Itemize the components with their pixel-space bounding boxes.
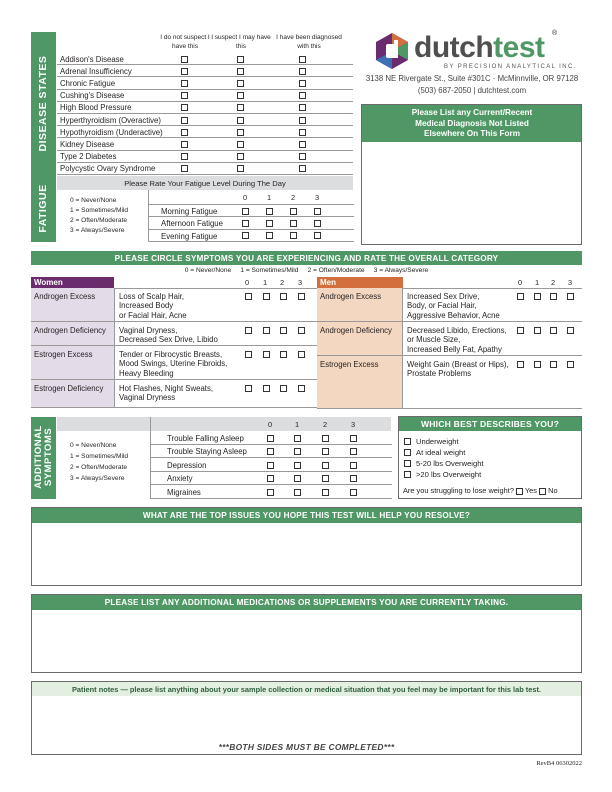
- additional-table: [150, 417, 392, 499]
- additional-item: Depression: [167, 460, 207, 470]
- additional-rating-label: 3: [351, 420, 356, 429]
- disease-checkbox[interactable]: [181, 92, 188, 99]
- fatigue-checkbox[interactable]: [290, 220, 297, 227]
- additional-checkbox[interactable]: [294, 448, 301, 455]
- additional-row: [151, 472, 392, 486]
- women-rating-checkbox[interactable]: [263, 351, 270, 358]
- disease-checkbox[interactable]: [299, 153, 306, 160]
- disease-checkbox[interactable]: [237, 165, 244, 172]
- men-rating-label: 2: [551, 278, 556, 287]
- additional-checkbox[interactable]: [267, 448, 274, 455]
- disease-name: Kidney Disease: [60, 139, 115, 149]
- fatigue-checkbox[interactable]: [242, 232, 249, 239]
- additional-item: Anxiety: [167, 474, 193, 484]
- women-symptom-row: [31, 288, 317, 322]
- notes-box[interactable]: [31, 681, 582, 755]
- weight-checkbox[interactable]: [404, 460, 411, 467]
- men-rating-checkbox[interactable]: [567, 293, 574, 300]
- fatigue-checkbox[interactable]: [242, 220, 249, 227]
- women-rating-checkbox[interactable]: [298, 293, 305, 300]
- fatigue-checkbox[interactable]: [314, 220, 321, 227]
- disease-checkbox[interactable]: [237, 141, 244, 148]
- additional-checkbox[interactable]: [350, 489, 357, 496]
- disease-name: Chronic Fatigue: [60, 78, 116, 88]
- weight-option: [404, 447, 574, 458]
- disease-column-header: I suspect I may have this: [211, 34, 271, 50]
- disease-checkbox[interactable]: [181, 80, 188, 87]
- disease-checkbox[interactable]: [299, 165, 306, 172]
- disease-row: [57, 138, 353, 150]
- men-symptom-row: [317, 322, 582, 356]
- men-rating-checkbox[interactable]: [567, 361, 574, 368]
- disease-states-label: DISEASE STATES: [37, 55, 49, 152]
- fatigue-checkbox[interactable]: [266, 232, 273, 239]
- women-rating-checkbox[interactable]: [280, 351, 287, 358]
- women-header: Women: [31, 277, 114, 288]
- weight-option-label: 5-20 lbs Overweight: [416, 459, 484, 468]
- weight-question: Are you struggling to lose weight?: [403, 486, 514, 495]
- disease-row: [57, 90, 353, 102]
- disease-checkbox[interactable]: [237, 117, 244, 124]
- diagnosis-box[interactable]: [361, 104, 582, 245]
- revision: RevB4 06302022: [536, 760, 582, 767]
- additional-row: [151, 445, 392, 459]
- disease-checkbox[interactable]: [299, 129, 306, 136]
- issues-box[interactable]: [31, 507, 582, 586]
- disease-checkbox[interactable]: [181, 56, 188, 63]
- disease-column-header: I do not suspect I have this: [160, 34, 210, 50]
- disease-checkbox[interactable]: [181, 141, 188, 148]
- additional-item: Trouble Falling Asleep: [167, 433, 244, 443]
- men-rating-checkbox[interactable]: [534, 293, 541, 300]
- logo-tagline: BY PRECISION ANALYTICAL INC.: [444, 64, 577, 70]
- disease-name: Cushing's Disease: [60, 91, 125, 101]
- additional-checkbox[interactable]: [294, 475, 301, 482]
- women-symptoms-text[interactable]: Tender or Fibrocystic Breasts, Mood Swings, Uterine Fibroids, Heavy Bleeding: [119, 350, 228, 378]
- yes-checkbox[interactable]: [516, 488, 523, 495]
- additional-checkbox[interactable]: [294, 435, 301, 442]
- weight-option-label: Underweight: [416, 437, 459, 446]
- additional-item: Trouble Staying Asleep: [167, 447, 247, 457]
- women-rating-checkbox[interactable]: [245, 293, 252, 300]
- fatigue-label: FATIGUE: [37, 184, 49, 233]
- disease-checkbox[interactable]: [181, 153, 188, 160]
- disease-row: [57, 114, 353, 126]
- additional-rating-label: 2: [323, 420, 328, 429]
- fatigue-rating-label: 0: [243, 193, 248, 202]
- men-symptoms-text[interactable]: Decreased Libido, Erections, or Muscle Size, Increased Belly Fat, Apathy: [407, 326, 507, 354]
- weight-option: [404, 469, 574, 480]
- men-symptoms-text[interactable]: Increased Sex Drive, Body, or Facial Hair, Aggressive Behavior, Acne: [407, 292, 500, 320]
- additional-row: [151, 458, 392, 472]
- weight-box: [398, 416, 582, 499]
- disease-name: Adrenal Insufficiency: [60, 66, 132, 76]
- fatigue-rating-label: 1: [267, 193, 272, 202]
- men-rating-label: 1: [535, 278, 540, 287]
- symptoms-scale: 0 = Never/None 1 = Sometimes/Mild 2 = Often/Moderate 3 = Always/Severe: [184, 267, 429, 274]
- fatigue-rating-label: 3: [315, 193, 320, 202]
- disease-row: [57, 102, 353, 114]
- women-rating-label: 1: [263, 278, 268, 287]
- fatigue-checkbox[interactable]: [266, 220, 273, 227]
- fatigue-checkbox[interactable]: [314, 208, 321, 215]
- additional-checkbox[interactable]: [267, 462, 274, 469]
- weight-option: [404, 436, 574, 447]
- dutch-logo-icon: [374, 32, 410, 70]
- additional-checkbox[interactable]: [350, 448, 357, 455]
- fatigue-checkbox[interactable]: [314, 232, 321, 239]
- additional-checkbox[interactable]: [267, 435, 274, 442]
- women-rating-checkbox[interactable]: [263, 385, 270, 392]
- women-rating-checkbox[interactable]: [298, 385, 305, 392]
- women-rating-checkbox[interactable]: [245, 385, 252, 392]
- disease-name: Polycystic Ovary Syndrome: [60, 164, 156, 174]
- logo-text-test: test: [493, 31, 545, 64]
- women-rating-label: 0: [245, 278, 250, 287]
- additional-checkbox[interactable]: [350, 435, 357, 442]
- medications-title: PLEASE LIST ANY ADDITIONAL MEDICATIONS OR SUPPLEMENTS YOU ARE CURRENTLY TAKING.: [104, 598, 509, 607]
- disease-checkbox[interactable]: [299, 56, 306, 63]
- disease-checkbox[interactable]: [237, 68, 244, 75]
- men-symptom-row: [317, 288, 582, 322]
- men-section: [317, 277, 582, 409]
- women-rating-checkbox[interactable]: [263, 327, 270, 334]
- disease-checkbox[interactable]: [299, 68, 306, 75]
- weight-title: WHICH BEST DESCRIBES YOU?: [420, 419, 560, 429]
- disease-row: [57, 53, 353, 65]
- weight-checkbox[interactable]: [404, 449, 411, 456]
- women-category: Estrogen Excess: [34, 350, 93, 359]
- men-symptom-row: [317, 356, 582, 409]
- disease-name: High Blood Pressure: [60, 103, 132, 113]
- fatigue-row: [149, 205, 354, 217]
- weight-option-label: At ideal weight: [416, 448, 466, 457]
- women-category: Androgen Deficiency: [34, 326, 106, 335]
- disease-column-header: I have been diagnosed with this: [276, 34, 342, 50]
- logo: [372, 30, 582, 74]
- logo-registered: ®: [552, 30, 558, 37]
- additional-row: [151, 485, 392, 499]
- additional-scale: 0 = Never/None 1 = Sometimes/Mild 2 = Often/Moderate 3 = Always/Severe: [70, 442, 129, 482]
- men-rating-checkbox[interactable]: [550, 361, 557, 368]
- additional-checkbox[interactable]: [267, 489, 274, 496]
- fatigue-table: [148, 190, 354, 242]
- address: 3138 NE Rivergate St., Suite #301C · McMinnville, OR 97128: [365, 74, 579, 83]
- notes-footer: ***BOTH SIDES MUST BE COMPLETED***: [218, 742, 395, 752]
- no-checkbox[interactable]: [539, 488, 546, 495]
- additional-checkbox[interactable]: [322, 448, 329, 455]
- men-rating-checkbox[interactable]: [550, 327, 557, 334]
- disease-checkbox[interactable]: [299, 104, 306, 111]
- contact: (503) 687-2050 | dutchtest.com: [417, 86, 527, 95]
- disease-checkbox[interactable]: [237, 92, 244, 99]
- men-rating-checkbox[interactable]: [517, 327, 524, 334]
- medications-box[interactable]: [31, 594, 582, 673]
- symptoms-header: PLEASE CIRCLE SYMPTOMS YOU ARE EXPERIENCING AND RATE THE OVERALL CATEGORY: [31, 251, 582, 265]
- women-rating-checkbox[interactable]: [245, 351, 252, 358]
- disease-checkbox[interactable]: [237, 104, 244, 111]
- additional-label: ADDITIONAL SYMPTOMS: [33, 425, 54, 489]
- disease-checkbox[interactable]: [181, 104, 188, 111]
- disease-checkbox[interactable]: [299, 92, 306, 99]
- women-symptoms-text[interactable]: Hot Flashes, Night Sweats, Vaginal Dryness: [119, 384, 214, 403]
- disease-row: [57, 163, 353, 175]
- women-rating-checkbox[interactable]: [263, 293, 270, 300]
- weight-checkbox[interactable]: [404, 471, 411, 478]
- women-rating-checkbox[interactable]: [280, 385, 287, 392]
- fatigue-checkbox[interactable]: [242, 208, 249, 215]
- men-symptoms-text[interactable]: Weight Gain (Breast or Hips), Prostate Problems: [407, 360, 509, 379]
- women-symptom-row: [31, 380, 317, 408]
- women-rating-checkbox[interactable]: [280, 293, 287, 300]
- additional-row: [151, 431, 392, 445]
- issues-title: WHAT ARE THE TOP ISSUES YOU HOPE THIS TEST WILL HELP YOU RESOLVE?: [142, 511, 471, 520]
- notes-title: Patient notes — please list anything about your sample collection or medical situation that you feel may be important for this lab test.: [72, 685, 541, 694]
- diagnosis-title: Please List any Current/Recent Medical Diagnosis Not Listed Elsewhere On This Form: [411, 108, 533, 138]
- weight-checkbox[interactable]: [404, 438, 411, 445]
- disease-checkbox[interactable]: [299, 117, 306, 124]
- men-rating-checkbox[interactable]: [567, 327, 574, 334]
- additional-item: Migraines: [167, 487, 201, 497]
- men-category: Estrogen Excess: [320, 360, 379, 369]
- women-category: Estrogen Deficiency: [34, 384, 104, 393]
- fatigue-scale: 0 = Never/None 1 = Sometimes/Mild 2 = Often/Moderate 3 = Always/Severe: [70, 197, 129, 234]
- fatigue-sidebar: [31, 176, 56, 242]
- women-symptom-row: [31, 346, 317, 380]
- disease-name: Type 2 Diabetes: [60, 152, 117, 162]
- additional-rating-label: 0: [268, 420, 273, 429]
- additional-checkbox[interactable]: [322, 489, 329, 496]
- additional-checkbox[interactable]: [294, 462, 301, 469]
- disease-name: Hyperthyroidism (Overactive): [60, 115, 161, 125]
- men-category: Androgen Deficiency: [320, 326, 392, 335]
- additional-checkbox[interactable]: [294, 489, 301, 496]
- fatigue-row: [149, 230, 354, 242]
- disease-row: [57, 151, 353, 163]
- disease-states-table: [57, 32, 353, 176]
- weight-question-row: Are you struggling to lose weight? Yes No: [403, 486, 558, 495]
- disease-states-sidebar: [31, 32, 56, 176]
- disease-row: [57, 126, 353, 138]
- disease-name: Hypothyroidism (Underactive): [60, 127, 163, 137]
- disease-checkbox[interactable]: [299, 141, 306, 148]
- fatigue-header: Please Rate Your Fatigue Level During The Day: [57, 176, 353, 190]
- men-rating-checkbox[interactable]: [550, 293, 557, 300]
- disease-checkbox[interactable]: [181, 117, 188, 124]
- women-rating-checkbox[interactable]: [298, 327, 305, 334]
- women-category: Androgen Excess: [34, 292, 96, 301]
- women-rating-label: 2: [280, 278, 285, 287]
- fatigue-item: Morning Fatigue: [161, 207, 218, 216]
- additional-checkbox[interactable]: [267, 475, 274, 482]
- disease-checkbox[interactable]: [181, 68, 188, 75]
- women-rating-checkbox[interactable]: [245, 327, 252, 334]
- weight-option: [404, 458, 574, 469]
- additional-checkbox[interactable]: [350, 462, 357, 469]
- additional-checkbox[interactable]: [322, 462, 329, 469]
- men-header: Men: [317, 277, 403, 288]
- disease-checkbox[interactable]: [181, 129, 188, 136]
- additional-checkbox[interactable]: [350, 475, 357, 482]
- men-rating-checkbox[interactable]: [517, 293, 524, 300]
- men-rating-label: 0: [518, 278, 523, 287]
- fatigue-rating-label: 2: [291, 193, 296, 202]
- men-rating-checkbox[interactable]: [517, 361, 524, 368]
- men-rating-label: 3: [568, 278, 573, 287]
- disease-checkbox[interactable]: [299, 80, 306, 87]
- additional-sidebar: [31, 417, 56, 499]
- logo-text-dutch: dutch: [414, 31, 494, 64]
- weight-option-label: >20 lbs Overweight: [416, 470, 482, 479]
- fatigue-checkbox[interactable]: [266, 208, 273, 215]
- fatigue-item: Afternoon Fatigue: [161, 219, 223, 229]
- women-section: [31, 277, 317, 409]
- women-rating-checkbox[interactable]: [298, 351, 305, 358]
- disease-row: [57, 77, 353, 89]
- women-symptoms-text[interactable]: Vaginal Dryness, Decreased Sex Drive, Libido: [119, 326, 218, 345]
- fatigue-checkbox[interactable]: [290, 232, 297, 239]
- disease-checkbox[interactable]: [237, 153, 244, 160]
- additional-checkbox[interactable]: [322, 435, 329, 442]
- additional-checkbox[interactable]: [322, 475, 329, 482]
- disease-checkbox[interactable]: [237, 80, 244, 87]
- disease-row: [57, 65, 353, 77]
- additional-rating-label: 1: [295, 420, 300, 429]
- women-symptom-row: [31, 322, 317, 346]
- women-symptoms-text[interactable]: Loss of Scalp Hair, Increased Body or Facial Hair, Acne: [119, 292, 187, 320]
- disease-checkbox[interactable]: [237, 129, 244, 136]
- women-rating-checkbox[interactable]: [280, 327, 287, 334]
- men-rating-checkbox[interactable]: [534, 327, 541, 334]
- disease-checkbox[interactable]: [237, 56, 244, 63]
- men-rating-checkbox[interactable]: [534, 361, 541, 368]
- fatigue-checkbox[interactable]: [290, 208, 297, 215]
- fatigue-item: Evening Fatigue: [161, 231, 218, 241]
- women-rating-label: 3: [298, 278, 303, 287]
- fatigue-row: [149, 217, 354, 229]
- disease-checkbox[interactable]: [181, 165, 188, 172]
- men-category: Androgen Excess: [320, 292, 382, 301]
- disease-name: Addison's Disease: [60, 54, 124, 64]
